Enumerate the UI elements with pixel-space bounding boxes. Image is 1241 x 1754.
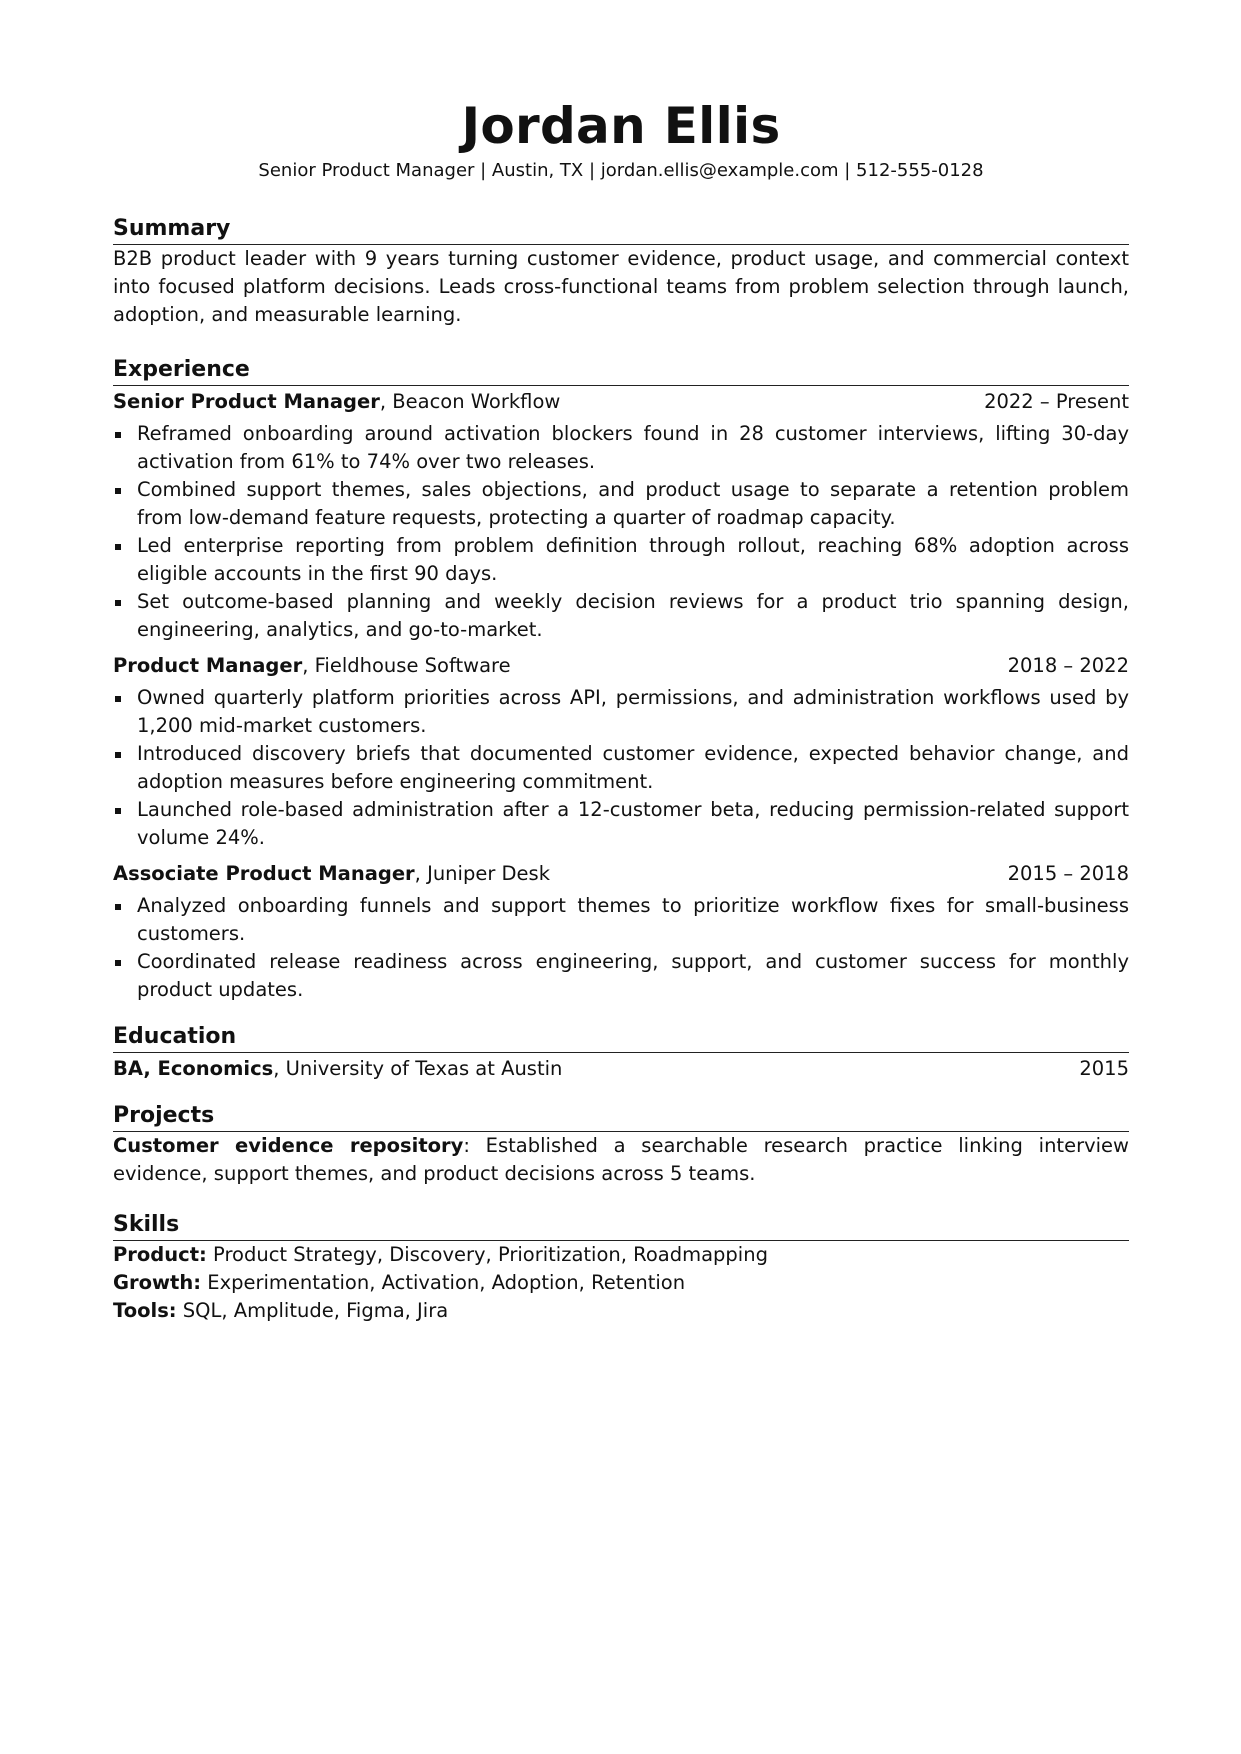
skills-label: Growth:	[113, 1271, 202, 1294]
skills-section	[113, 1210, 1129, 1325]
experience-heading: Experience	[113, 355, 1129, 386]
job-header	[113, 652, 1129, 680]
skills-value: SQL, Amplitude, Figma, Jira	[176, 1299, 449, 1322]
skills-label: Product:	[113, 1243, 207, 1266]
bullet-square-icon	[115, 600, 121, 606]
job-bullets	[113, 892, 1129, 1004]
summary-text: B2B product leader with 9 years turning customer evidence, product usage, and commercial context into focused platform decisions. Leads cross-functional teams from problem selection through launch, adoption, and measurable learning.	[113, 247, 1129, 326]
education-school: , University of Texas at Austin	[273, 1057, 563, 1080]
education-year: 2015	[1079, 1057, 1129, 1080]
education-degree: BA, Economics	[113, 1057, 274, 1080]
bullet-square-icon	[115, 752, 121, 758]
contact-line: Senior Product Manager | Austin, TX | jordan.ellis@example.com | 512-555-0128	[258, 160, 984, 181]
job-role: Associate Product Manager	[113, 862, 415, 885]
job-title-company	[113, 860, 550, 888]
project-description: : Established a searchable research practice linking interview evidence, support themes, and product decisions across 5 teams.	[113, 1134, 1129, 1185]
bullet-text: Set outcome-based planning and weekly decision reviews for a product trio spanning design, engineering, analytics, and go-to-market.	[137, 590, 1129, 641]
education-row	[113, 1055, 1129, 1083]
bullet-text: Combined support themes, sales objections, and product usage to separate a retention problem from low-demand feature requests, protecting a quarter of roadmap capacity.	[137, 478, 1129, 529]
job-bullets	[113, 420, 1129, 644]
bullet-square-icon	[115, 960, 121, 966]
bullet-square-icon	[115, 904, 121, 910]
job-dates: 2022 – Present	[984, 390, 1129, 413]
bullet-text: Owned quarterly platform priorities across API, permissions, and administration workflows used by 1,200 mid-market customers.	[137, 686, 1129, 737]
skills-label: Tools:	[113, 1299, 177, 1322]
skills-value: Product Strategy, Discovery, Prioritization, Roadmapping	[206, 1243, 768, 1266]
job-header	[113, 860, 1129, 888]
job-company: , Juniper Desk	[414, 862, 551, 885]
education-heading: Education	[113, 1022, 1129, 1053]
projects-heading: Projects	[113, 1101, 1129, 1132]
education-section	[113, 1022, 1129, 1083]
job-entry	[113, 652, 1129, 852]
job-company: , Fieldhouse Software	[302, 654, 511, 677]
job-title-company	[113, 652, 511, 680]
bullet-item	[113, 892, 1129, 948]
candidate-name: Jordan Ellis	[461, 97, 781, 155]
job-role: Product Manager	[113, 654, 303, 677]
projects-section	[113, 1101, 1129, 1188]
job-bullets	[113, 684, 1129, 852]
job-dates: 2018 – 2022	[1007, 654, 1129, 677]
bullet-square-icon	[115, 696, 121, 702]
skills-line-tools	[113, 1297, 1129, 1325]
bullet-text: Led enterprise reporting from problem definition through rollout, reaching 68% adoption across eligible accounts in the first 90 days.	[137, 534, 1129, 585]
job-entry	[113, 860, 1129, 1004]
summary-heading: Summary	[113, 214, 1129, 245]
bullet-item	[113, 420, 1129, 476]
bullet-item	[113, 948, 1129, 1004]
bullet-text: Introduced discovery briefs that documented customer evidence, expected behavior change, and adoption measures before engineering commitment.	[137, 742, 1129, 793]
bullet-square-icon	[115, 544, 121, 550]
skills-line-growth	[113, 1269, 1129, 1297]
bullet-item	[113, 532, 1129, 588]
job-dates: 2015 – 2018	[1007, 862, 1129, 885]
bullet-square-icon	[115, 808, 121, 814]
summary-section	[113, 214, 1129, 329]
education-degree-school	[113, 1055, 562, 1083]
project-name: Customer evidence repository	[113, 1134, 464, 1157]
resume-page	[113, 96, 1129, 1325]
bullet-item	[113, 476, 1129, 532]
job-role: Senior Product Manager	[113, 390, 380, 413]
bullet-square-icon	[115, 432, 121, 438]
skills-line-product	[113, 1241, 1129, 1269]
experience-section	[113, 355, 1129, 1004]
bullet-text: Launched role-based administration after a 12-customer beta, reducing permission-related support volume 24%.	[137, 798, 1129, 849]
bullet-text: Coordinated release readiness across engineering, support, and customer success for monthly product updates.	[137, 950, 1129, 1001]
job-header	[113, 388, 1129, 416]
bullet-item	[113, 588, 1129, 644]
bullet-text: Reframed onboarding around activation blockers found in 28 customer interviews, lifting 30-day activation from 61% to 74% over two releases.	[137, 422, 1129, 473]
job-company: , Beacon Workflow	[379, 390, 561, 413]
skills-value: Experimentation, Activation, Adoption, Retention	[201, 1271, 686, 1294]
skills-heading: Skills	[113, 1210, 1129, 1241]
job-entry	[113, 388, 1129, 644]
bullet-item	[113, 740, 1129, 796]
project-entry	[113, 1132, 1129, 1188]
job-title-company	[113, 388, 560, 416]
bullet-item	[113, 684, 1129, 740]
bullet-square-icon	[115, 488, 121, 494]
bullet-text: Analyzed onboarding funnels and support themes to prioritize workflow fixes for small-business customers.	[137, 894, 1129, 945]
bullet-item	[113, 796, 1129, 852]
